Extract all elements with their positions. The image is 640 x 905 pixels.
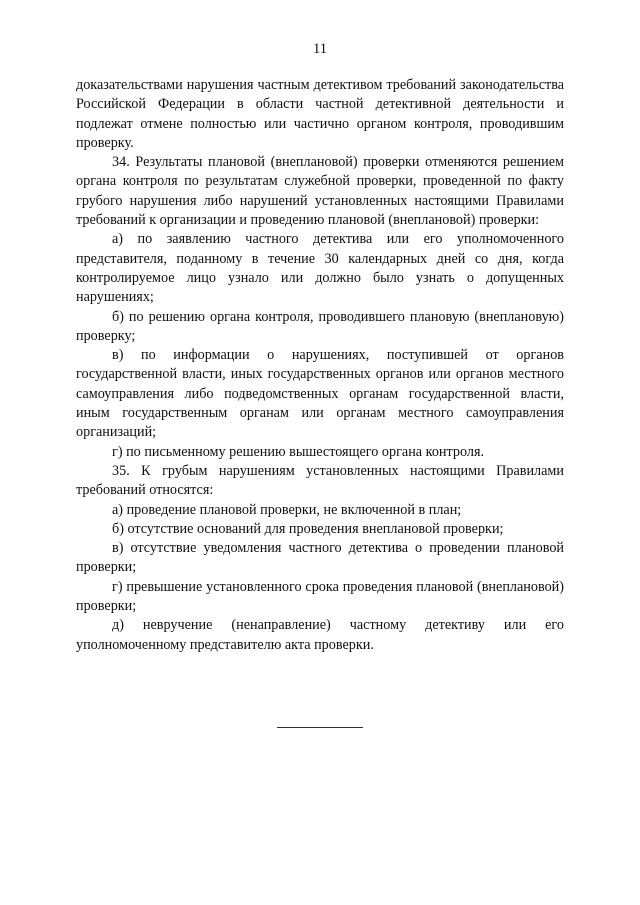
paragraph-item-35-a: а) проведение плановой проверки, не включенной в план; <box>112 501 462 518</box>
paragraph-item-34-a: а) по заявлению частного детектива или его уполномоченного представителя, поданному в течение 30 календарных дней со дня, когда контролируемое лицо узнало или должно было узнать о допущенных нарушениях; <box>76 231 564 306</box>
end-divider <box>277 727 363 728</box>
paragraph-item-34-b: б) по решению органа контроля, проводившего плановую (внеплановую) проверку; <box>76 308 564 344</box>
paragraph-item-35-v: в) отсутствие уведомления частного детектива о проведении плановой проверки; <box>76 540 564 576</box>
paragraph-item-34-g: г) по письменному решению вышестоящего органа контроля. <box>112 443 485 460</box>
paragraph-item-35-g: г) превышение установленного срока проведения плановой (внеплановой) проверки; <box>76 578 564 615</box>
paragraph-item-35: 35. К грубым нарушениям установленных настоящими Правилами требований относятся: <box>76 462 564 499</box>
paragraph-item-34-v: в) по информации о нарушениях, поступившей от органов государственной власти, иных государственных органов или органов местного самоуправления либо подведомственных органам государственной власти, иным государственным органам или органам местного самоуправления организаций; <box>76 347 564 441</box>
paragraph-item-34: 34. Результаты плановой (внеплановой) проверки отменяются решением органа контроля по результатам служебной проверки, проведенной по факту грубого нарушения либо нарушений установленных настоящими Правилами требований к организации и проведению плановой (внеплановой) проверки: <box>76 154 564 229</box>
document-body <box>76 76 564 655</box>
paragraph-item-35-d: д) невручение (ненаправление) частному детективу или его уполномоченному представителю акта проверки. <box>76 617 564 653</box>
page-number: 11 <box>313 41 327 57</box>
paragraph-continuation: доказательствами нарушения частным детективом требований законодательства Российской Федерации в области частной детективной деятельности и подлежат отмене полностью или частично органом контроля, проводившим проверку. <box>76 77 564 151</box>
paragraph-item-35-b: б) отсутствие оснований для проведения внеплановой проверки; <box>112 520 504 537</box>
